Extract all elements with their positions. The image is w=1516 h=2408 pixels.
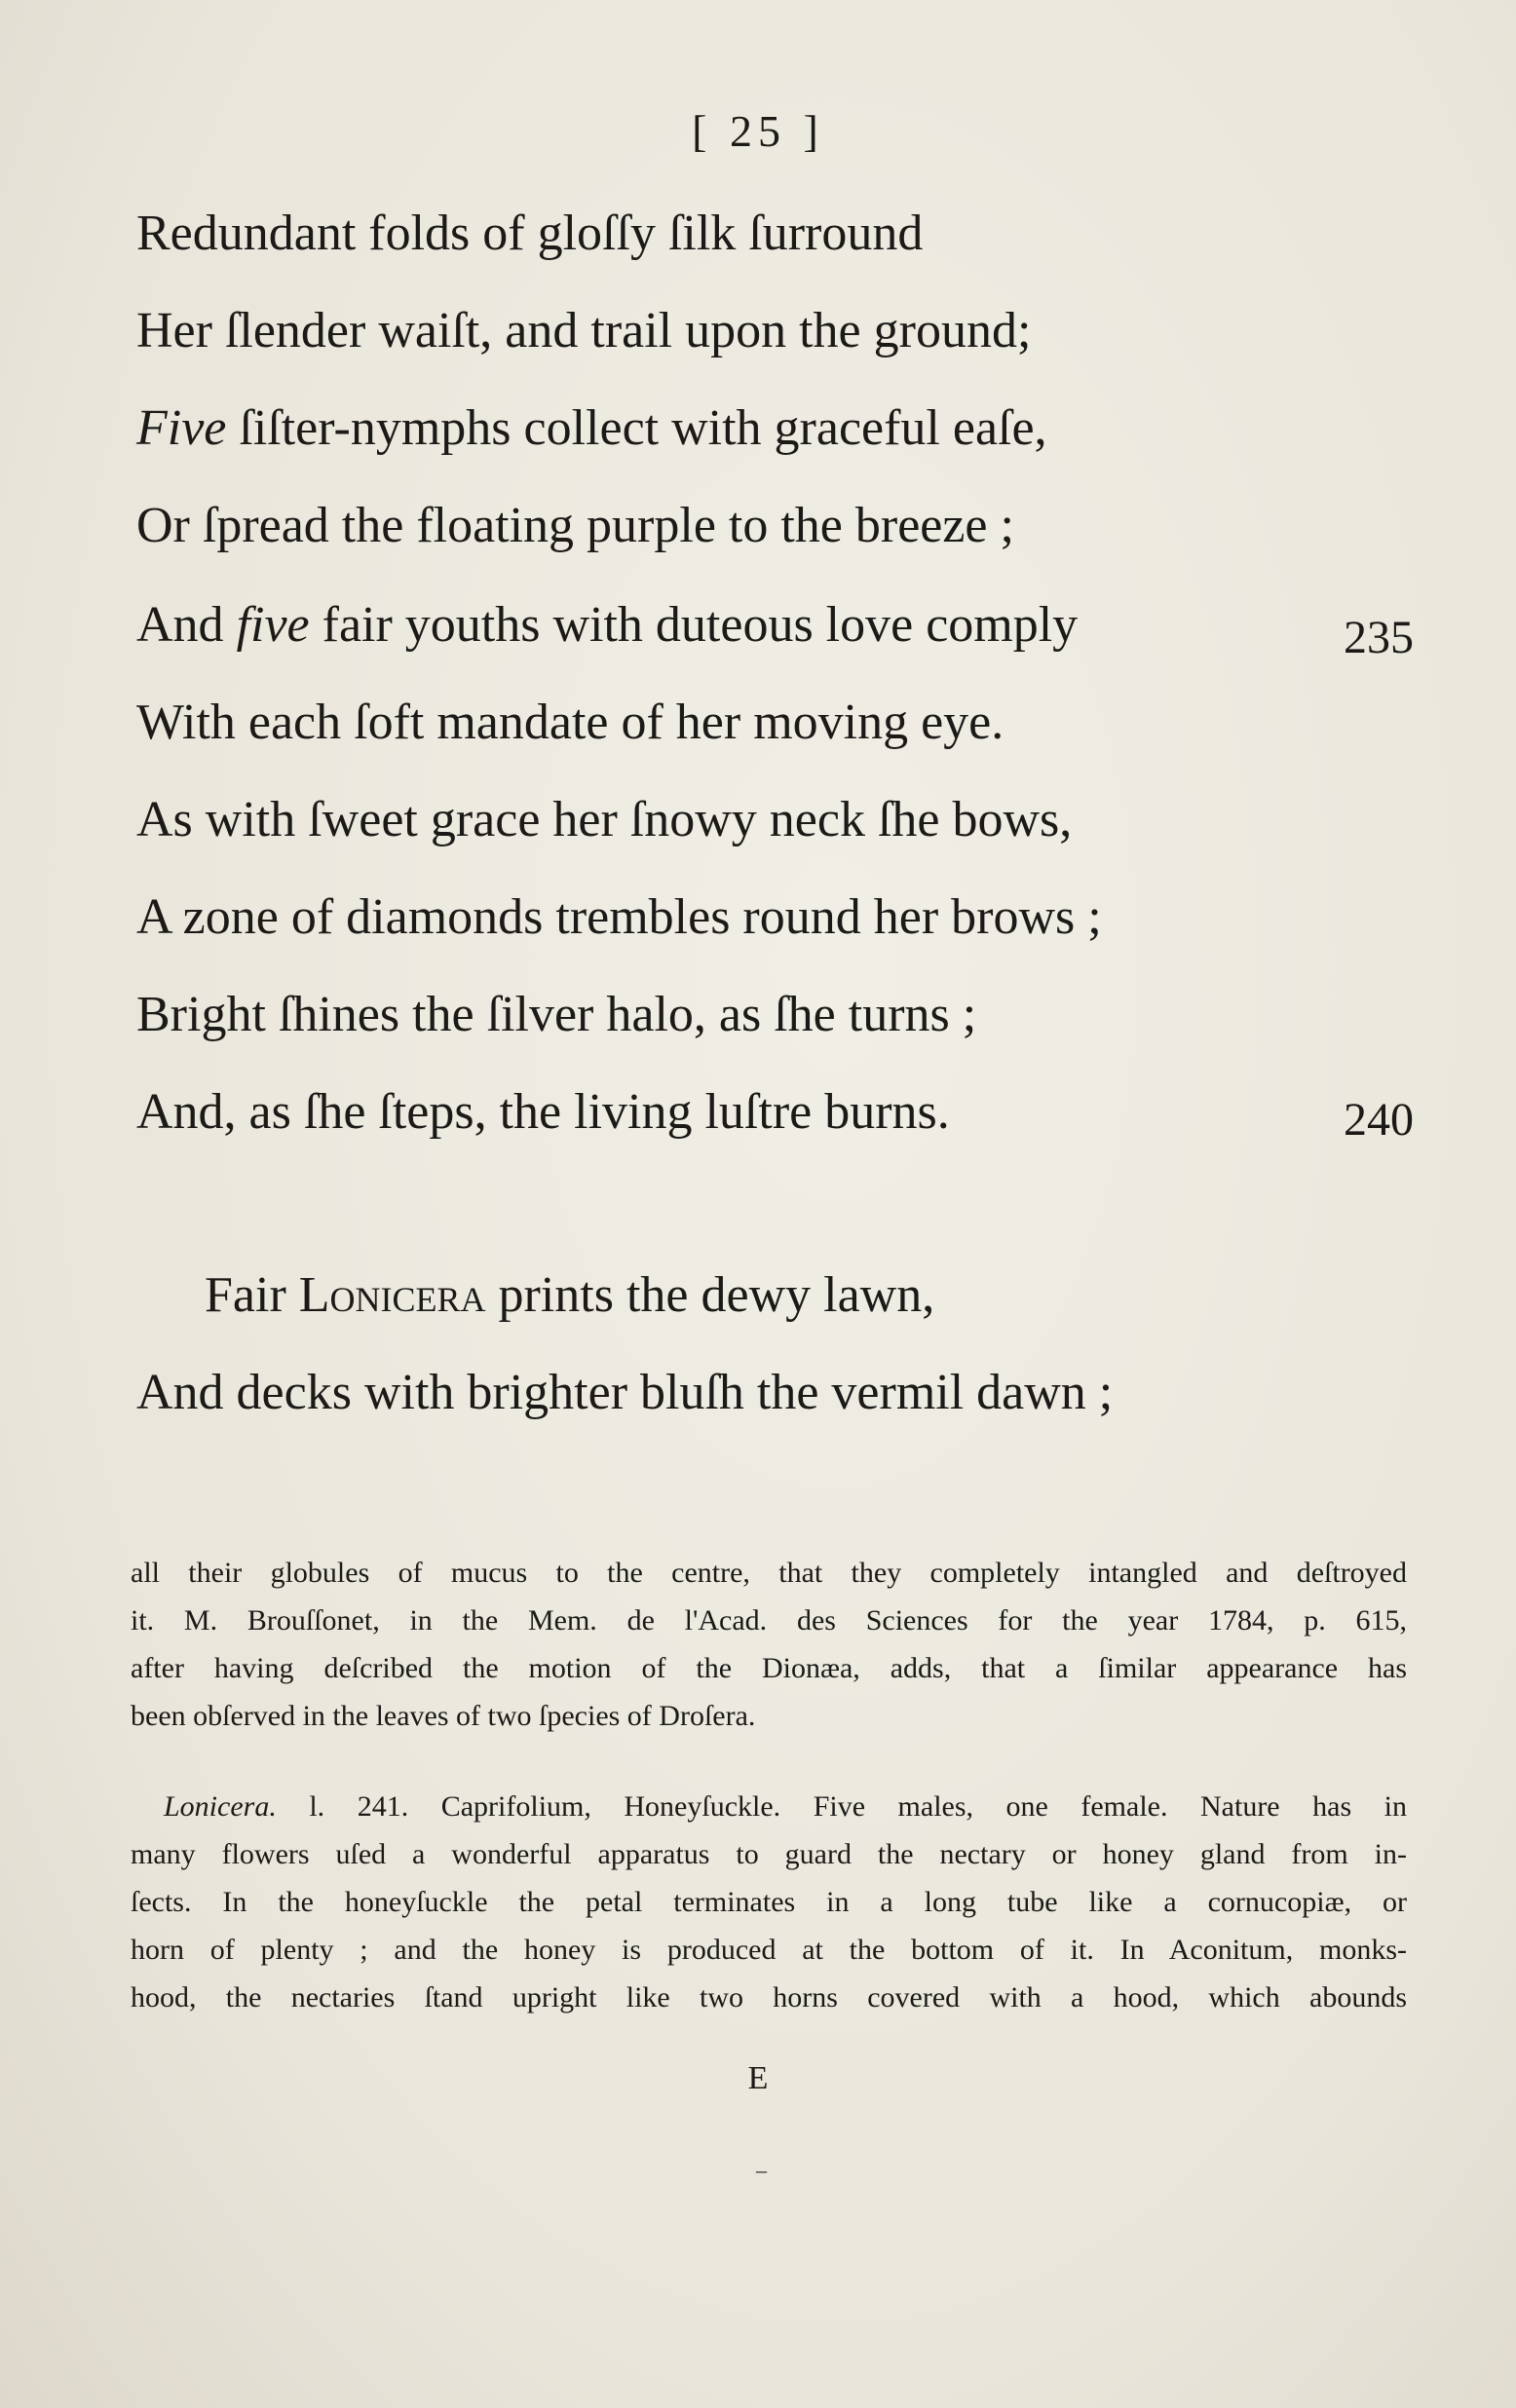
- note-line: Lonicera. l. 241. Caprifolium, Honeyſuckle. Five males, one female. Nature has in: [164, 1790, 1407, 1823]
- verse-line: Fair Lonicera prints the dewy lawn,: [205, 1267, 935, 1323]
- note-line: been obſerved in the leaves of two ſpecies of Droſera.: [131, 1700, 756, 1732]
- note-line: many flowers uſed a wonderful apparatus to guard the nectary or honey gland from in-: [131, 1838, 1407, 1870]
- italic-word: five: [236, 597, 310, 653]
- note-line: ſects. In the honeyſuckle the petal terminates in a long tube like a cornucopiæ, or: [131, 1886, 1407, 1918]
- line-number: 240: [1344, 1094, 1414, 1146]
- italic-word: Five: [136, 400, 227, 456]
- verse-line: And decks with brighter bluſh the vermil dawn ;: [136, 1365, 1114, 1420]
- show-through-text: [1101, 185, 1510, 282]
- signature-mark: E: [747, 2060, 769, 2096]
- verse-line: Her ſlender waiſt, and trail upon the ground;: [136, 303, 1032, 358]
- small-caps-name: Lonicera: [298, 1267, 486, 1323]
- verse-line: And five fair youths with duteous love comply: [136, 597, 1079, 653]
- footnote-lonicera: [131, 1783, 1407, 2021]
- verse-line: Or ſpread the floating purple to the breeze ;: [136, 498, 1014, 553]
- verse-line: Five ſiſter-nymphs collect with graceful eaſe,: [136, 400, 1047, 456]
- note-lead: Lonicera.: [164, 1790, 277, 1823]
- note-line: it. M. Brouſſonet, in the Mem. de l'Acad. des Sciences for the year 1784, p. 615,: [131, 1604, 1407, 1637]
- verse-line: Redundant folds of gloſſy ſilk ſurround: [136, 206, 924, 261]
- note-line: horn of plenty ; and the honey is produced at the bottom of it. In Aconitum, monks-: [131, 1934, 1407, 1966]
- note-line: hood, the nectaries ſtand upright like two horns covered with a hood, which abounds: [131, 1981, 1407, 2013]
- printer-dash: –: [756, 2158, 767, 2182]
- verse-line: A zone of diamonds trembles round her brows ;: [136, 889, 1102, 945]
- page-number: [ 25 ]: [692, 106, 824, 156]
- note-line: after having deſcribed the motion of the Dionæa, adds, that a ſimilar appearance has: [131, 1652, 1407, 1684]
- footnote-continuation: [131, 1549, 1407, 1740]
- note-line: all their globules of mucus to the centre, that they completely intangled and deſtroyed: [131, 1557, 1407, 1589]
- verse-line: As with ſweet grace her ſnowy neck ſhe bows,: [136, 792, 1073, 847]
- verse-line: With each ſoft mandate of her moving eye.: [136, 695, 1004, 750]
- verse-line: And, as ſhe ſteps, the living luſtre burns.: [136, 1084, 950, 1140]
- verse-line: Bright ſhines the ſilver halo, as ſhe turns ;: [136, 987, 977, 1042]
- line-number: 235: [1344, 612, 1414, 663]
